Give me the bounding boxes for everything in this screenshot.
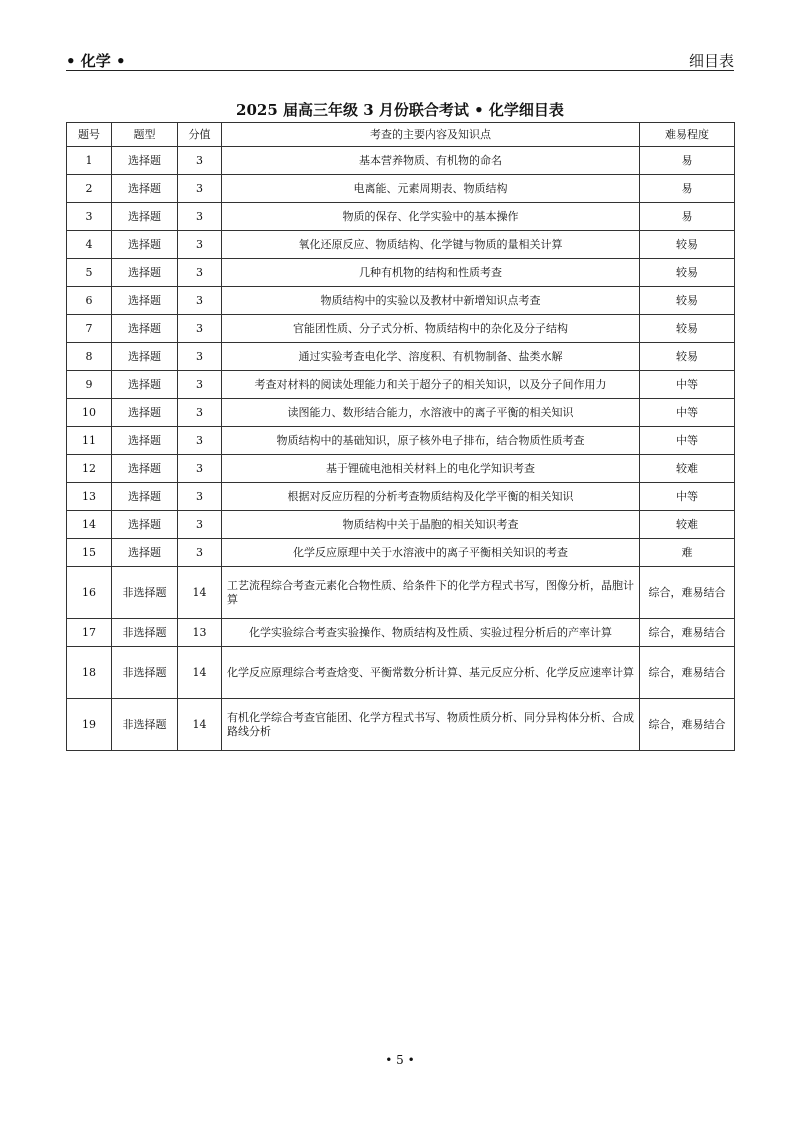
table-row	[67, 455, 735, 483]
table-row	[67, 539, 735, 567]
question-number: 17	[67, 619, 112, 647]
question-score: 3	[178, 287, 222, 315]
question-score: 3	[178, 175, 222, 203]
document-type-label: 细目表	[688, 52, 734, 70]
question-type: 选择题	[112, 511, 178, 539]
question-number: 9	[67, 371, 112, 399]
question-number: 4	[67, 231, 112, 259]
difficulty-level: 综合，难易结合	[640, 647, 735, 699]
table-row	[67, 699, 735, 751]
question-content: 化学实验综合考查实验操作、物质结构及性质、实验过程分析后的产率计算	[222, 619, 640, 647]
difficulty-level: 易	[640, 175, 735, 203]
question-content: 化学反应原理中关于水溶液中的离子平衡相关知识的考查	[222, 539, 640, 567]
question-content: 通过实验考查电化学、溶度积、有机物制备、盐类水解	[222, 343, 640, 371]
question-score: 3	[178, 343, 222, 371]
question-number: 13	[67, 483, 112, 511]
table-row	[67, 567, 735, 619]
table-row	[67, 231, 735, 259]
question-score: 3	[178, 203, 222, 231]
question-number: 2	[67, 175, 112, 203]
question-score: 3	[178, 259, 222, 287]
question-content: 电离能、元素周期表、物质结构	[222, 175, 640, 203]
table-row	[67, 203, 735, 231]
difficulty-level: 较难	[640, 455, 735, 483]
question-content: 官能团性质、分子式分析、物质结构中的杂化及分子结构	[222, 315, 640, 343]
question-number: 18	[67, 647, 112, 699]
question-content: 读图能力、数形结合能力，水溶液中的离子平衡的相关知识	[222, 399, 640, 427]
question-type: 选择题	[112, 343, 178, 371]
column-header-score: 分值	[178, 123, 222, 147]
difficulty-level: 中等	[640, 399, 735, 427]
difficulty-level: 综合，难易结合	[640, 567, 735, 619]
difficulty-level: 中等	[640, 427, 735, 455]
question-content: 氧化还原反应、物质结构、化学键与物质的量相关计算	[222, 231, 640, 259]
question-number: 12	[67, 455, 112, 483]
question-content: 物质的保存、化学实验中的基本操作	[222, 203, 640, 231]
table-row	[67, 399, 735, 427]
subject-label: • 化学 •	[66, 52, 126, 70]
table-row	[67, 343, 735, 371]
question-content: 物质结构中的基础知识，原子核外电子排布，结合物质性质考查	[222, 427, 640, 455]
question-type: 选择题	[112, 315, 178, 343]
table-row	[67, 175, 735, 203]
question-score: 3	[178, 315, 222, 343]
question-number: 5	[67, 259, 112, 287]
question-type: 选择题	[112, 147, 178, 175]
question-type: 选择题	[112, 287, 178, 315]
question-score: 3	[178, 427, 222, 455]
question-type: 非选择题	[112, 699, 178, 751]
question-score: 14	[178, 699, 222, 751]
question-number: 16	[67, 567, 112, 619]
difficulty-level: 较易	[640, 259, 735, 287]
question-type: 选择题	[112, 175, 178, 203]
difficulty-level: 中等	[640, 371, 735, 399]
table-row	[67, 647, 735, 699]
question-type: 选择题	[112, 203, 178, 231]
question-score: 3	[178, 231, 222, 259]
question-score: 14	[178, 647, 222, 699]
table-row	[67, 287, 735, 315]
page-number: • 5 •	[385, 1053, 415, 1067]
question-number: 10	[67, 399, 112, 427]
question-type: 选择题	[112, 427, 178, 455]
table-row	[67, 259, 735, 287]
question-score: 3	[178, 147, 222, 175]
page-header	[66, 48, 734, 71]
question-score: 3	[178, 511, 222, 539]
difficulty-level: 较易	[640, 231, 735, 259]
question-score: 13	[178, 619, 222, 647]
difficulty-level: 综合，难易结合	[640, 619, 735, 647]
question-type: 选择题	[112, 483, 178, 511]
difficulty-level: 中等	[640, 483, 735, 511]
table-row	[67, 483, 735, 511]
question-number: 8	[67, 343, 112, 371]
difficulty-level: 综合，难易结合	[640, 699, 735, 751]
question-number: 3	[67, 203, 112, 231]
question-type: 非选择题	[112, 647, 178, 699]
question-number: 14	[67, 511, 112, 539]
column-header-content: 考查的主要内容及知识点	[222, 123, 640, 147]
column-header-number: 题号	[67, 123, 112, 147]
difficulty-level: 难	[640, 539, 735, 567]
question-score: 3	[178, 371, 222, 399]
difficulty-level: 易	[640, 203, 735, 231]
question-content: 物质结构中的实验以及教材中新增知识点考查	[222, 287, 640, 315]
question-content: 有机化学综合考查官能团、化学方程式书写、物质性质分析、同分异构体分析、合成路线分析	[222, 699, 640, 751]
question-number: 7	[67, 315, 112, 343]
difficulty-level: 较易	[640, 287, 735, 315]
question-content: 工艺流程综合考查元素化合物性质、给条件下的化学方程式书写，图像分析，晶胞计算	[222, 567, 640, 619]
table-row	[67, 147, 735, 175]
question-number: 19	[67, 699, 112, 751]
question-content: 物质结构中关于晶胞的相关知识考查	[222, 511, 640, 539]
question-type: 选择题	[112, 259, 178, 287]
question-content: 基本营养物质、有机物的命名	[222, 147, 640, 175]
table-row	[67, 427, 735, 455]
table-row	[67, 619, 735, 647]
difficulty-level: 易	[640, 147, 735, 175]
question-content: 基于锂硫电池相关材料上的电化学知识考查	[222, 455, 640, 483]
difficulty-level: 较易	[640, 343, 735, 371]
question-number: 15	[67, 539, 112, 567]
question-type: 选择题	[112, 539, 178, 567]
difficulty-level: 较易	[640, 315, 735, 343]
column-header-type: 题型	[112, 123, 178, 147]
question-type: 非选择题	[112, 567, 178, 619]
question-score: 3	[178, 399, 222, 427]
question-content: 考查对材料的阅读处理能力和关于超分子的相关知识，以及分子间作用力	[222, 371, 640, 399]
question-type: 选择题	[112, 455, 178, 483]
question-score: 14	[178, 567, 222, 619]
column-header-difficulty: 难易程度	[640, 123, 735, 147]
question-score: 3	[178, 455, 222, 483]
question-type: 选择题	[112, 371, 178, 399]
table-row	[67, 511, 735, 539]
page-title: 2025 届高三年级 3 月份联合考试 • 化学细目表	[236, 101, 564, 119]
specification-table	[66, 122, 735, 751]
question-number: 6	[67, 287, 112, 315]
difficulty-level: 较难	[640, 511, 735, 539]
question-type: 选择题	[112, 399, 178, 427]
table-row	[67, 315, 735, 343]
question-content: 几种有机物的结构和性质考查	[222, 259, 640, 287]
question-score: 3	[178, 539, 222, 567]
question-score: 3	[178, 483, 222, 511]
table-row	[67, 371, 735, 399]
table-header-row	[67, 123, 735, 147]
question-number: 11	[67, 427, 112, 455]
question-content: 化学反应原理综合考查焓变、平衡常数分析计算、基元反应分析、化学反应速率计算	[222, 647, 640, 699]
question-type: 选择题	[112, 231, 178, 259]
question-type: 非选择题	[112, 619, 178, 647]
question-content: 根据对反应历程的分析考查物质结构及化学平衡的相关知识	[222, 483, 640, 511]
question-number: 1	[67, 147, 112, 175]
